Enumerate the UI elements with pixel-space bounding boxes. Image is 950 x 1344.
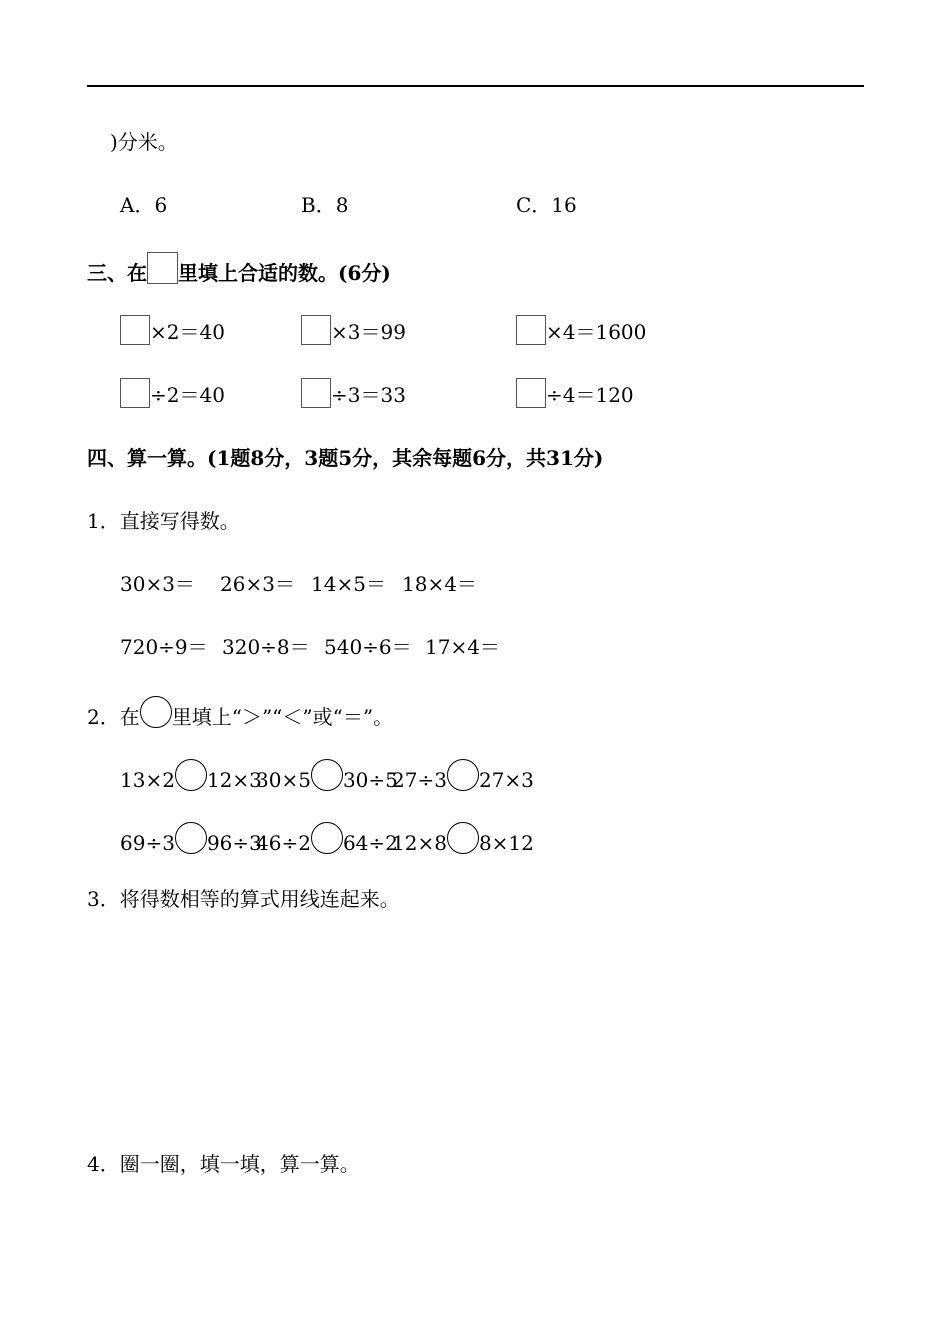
answer-box[interactable] [516,315,546,345]
compare-left: 46÷2 [256,831,311,855]
answer-box[interactable] [301,315,331,345]
compare-circle[interactable] [175,759,207,791]
answer-box[interactable] [120,378,150,408]
compare-right: 64÷2 [342,831,398,855]
prev-question-tail: )分米。 [110,130,178,154]
compare-left: 27÷3 [392,768,447,792]
fill-box-item [120,378,225,409]
compare-left: 13×2 [120,768,175,792]
calc-item: 720÷9＝ [120,635,208,659]
answer-box[interactable] [301,378,331,408]
compare-right: 12×3 [206,768,262,792]
compare-circle[interactable] [175,822,207,854]
compare-left: 69÷3 [120,831,175,855]
compare-left: 30×5 [256,768,311,792]
compare-circle[interactable] [311,822,343,854]
compare-circle[interactable] [311,759,343,791]
q4-title: 4．圈一圈，填一填，算一算。 [87,1152,360,1176]
equation-text: ÷4＝120 [546,383,634,407]
answer-box[interactable] [120,315,150,345]
option-b: B．8 [301,193,349,217]
compare-right: 27×3 [478,768,534,792]
q2-title-prefix: 2．在 [87,705,140,729]
compare-right: 96÷3 [206,831,262,855]
answer-box[interactable] [516,378,546,408]
equation-text: ×3＝99 [331,320,406,344]
calc-item: 14×5＝ [311,572,386,596]
compare-item [256,822,398,857]
circle-icon [140,696,172,728]
answer-box-icon [147,252,178,284]
q3-title: 3．将得数相等的算式用线连起来。 [87,887,400,911]
compare-left: 12×8 [392,831,447,855]
fill-box-item [301,315,406,346]
fill-box-item [301,378,406,409]
compare-circle[interactable] [447,759,479,791]
calc-item: 18×4＝ [402,572,477,596]
calc-item: 30×3＝ [120,572,195,596]
calc-item: 320÷8＝ [222,635,310,659]
compare-item [392,822,534,857]
compare-circle[interactable] [447,822,479,854]
compare-item [120,822,262,857]
compare-right: 8×12 [478,831,534,855]
section3-heading [87,252,391,287]
equation-text: ÷2＝40 [150,383,225,407]
compare-item [120,759,262,794]
compare-item [392,759,534,794]
section3-heading-suffix: 里填上合适的数。(6分) [178,261,391,285]
q2-title-suffix: 里填上“＞”“＜”或“＝”。 [171,705,394,729]
option-a: A．6 [120,193,168,217]
q2-title [87,696,393,731]
equation-text: ×2＝40 [150,320,225,344]
calc-item: 26×3＝ [220,572,295,596]
q1-title: 1．直接写得数。 [87,509,240,533]
fill-box-item [120,315,225,346]
option-c: C．16 [516,193,577,217]
equation-text: ÷3＝33 [331,383,406,407]
calc-item: 540÷6＝ [324,635,412,659]
header-rule [87,85,864,87]
fill-box-item [516,315,646,346]
equation-text: ×4＝1600 [546,320,647,344]
compare-right: 30÷5 [342,768,398,792]
fill-box-item [516,378,634,409]
section3-heading-prefix: 三、在 [87,261,147,285]
calc-item: 17×4＝ [425,635,500,659]
compare-item [256,759,398,794]
section4-heading: 四、算一算。(1题8分，3题5分，其余每题6分，共31分) [87,446,604,470]
